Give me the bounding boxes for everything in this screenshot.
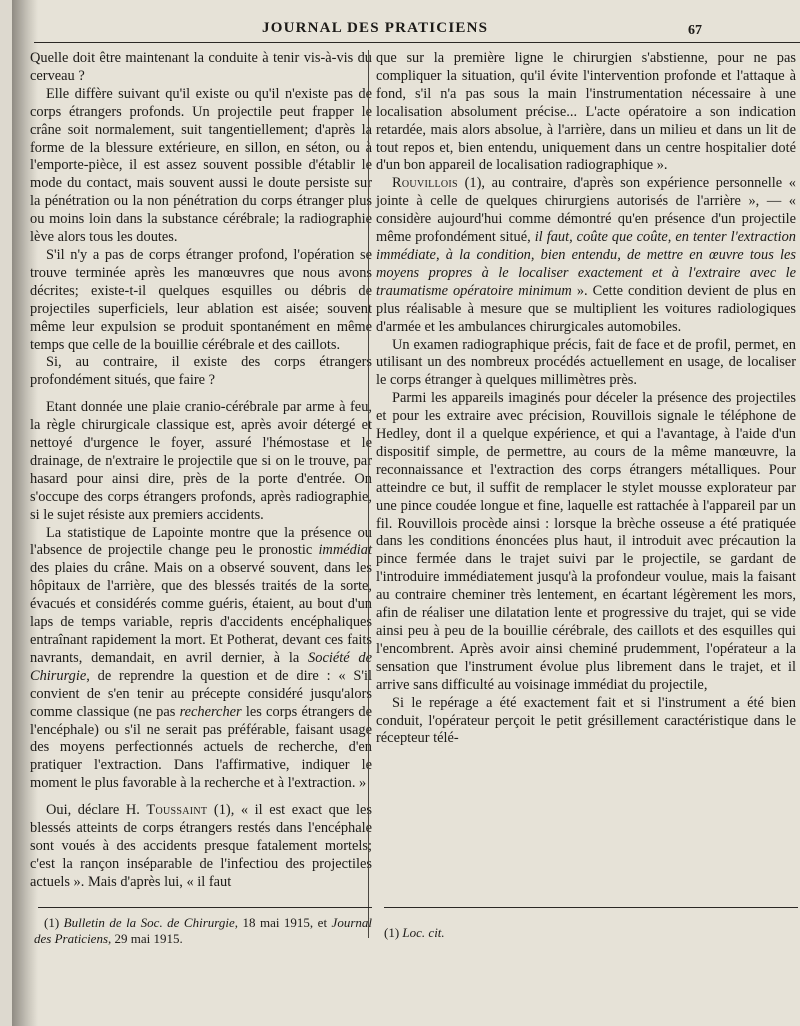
journal-page <box>12 0 800 1026</box>
paragraph: que sur la première ligne le chirurgien s'abstienne, pour ne pas compliquer la situation, qu'il évite l'intervention profonde et l'attaque à fond, s'il n'a pas sous la main l'instrumentation nécessaire à une localisation absolument précise... L'acte opératoire a son indication retardée, mais alors absolue, à l'arrière, dans un milieu et dans un lit de tout repos et, bien entendu, uniquement dans un centre hospitalier doté d'un bon appareil de localisation radiographique ». <box>376 50 796 174</box>
italic-run: il faut, coûte que coûte, en tenter l'extraction immédiate, à la condition, bien entendu, de mettre en œuvre tous les moyens propres à le localiser exactement et à l'extraire avec le traumatisme opératoire minimum <box>376 229 796 299</box>
italic-run: Société de Chirurgie <box>30 649 372 684</box>
italic-run: immédiat <box>318 542 372 559</box>
paragraph: Quelle doit être maintenant la conduite à tenir vis-à-vis du cerveau ? <box>30 50 372 84</box>
text-run: des plaies du crâne. Mais on a observé souvent, dans les hôpitaux de l'arrière, que des blessés traités de la sorte, évacués et considérés comme guéris, étaient, au bout d'un laps de temps variable, repris d'accidents encéphaliques entraînant rapidement la mort. Et Potherat, devant ces faits navrants, demandait, en avril dernier, à la <box>30 560 372 666</box>
italic-run: Loc. cit. <box>402 925 445 940</box>
paragraph: Si le repérage a été exactement fait et si l'instrument a été bien conduit, l'opérateur perçoit le petit grésillement caractéristique dans le récepteur télé- <box>376 694 796 747</box>
italic-run: Bulletin de la Soc. de Chirurgie <box>63 915 235 930</box>
italic-run: rechercher <box>179 703 242 720</box>
text-run: , 29 mai 1915. <box>108 931 183 946</box>
text-run: les corps étrangers de l'encéphale) ou s'il ne serait pas préférable, faisant usage des moyens perfectionnés actuels de recherche, d'en pratiquer l'extraction. Dans l'affirmative, indiquer le moment le plus favorable à la recherche et à l'extraction. » <box>30 703 372 792</box>
page-number: 67 <box>688 23 702 38</box>
paragraph <box>30 802 372 892</box>
italic-run: Journal des Praticiens <box>34 915 372 946</box>
text-run: (1), au contraire, d'après son expérience personnelle « jointe à celle de quelques chirurgiens autorisés de l'arrière », — « considère aujourd'hui comme démontré qu'en présence d'un projectile même profondément situé, <box>376 175 796 246</box>
header-rule <box>34 42 800 43</box>
footnote-mark: (1) <box>384 925 400 940</box>
running-header <box>12 18 800 40</box>
text-run: (1), « il est exact que les blessés atteints de corps étrangers restés dans l'encéphale sont voués à des accidents presque fatalement mortels; c'est la rançon inséparable de l'infectiou des projectiles actuels ». Mais d'après lui, « il faut <box>30 802 372 890</box>
paragraph: Etant donnée une plaie cranio-cérébrale par arme à feu, la règle chirurgicale classique est, après avoir détergé et nettoyé d'urgence le foyer, assuré l'hémostase et le drainage, de n'extraire le projectile que si on le trouve, par hasard pour ainsi dire, près de la porte d'entrée. On s'occupe des corps étrangers profonds, après radiographie, si le sujet résiste aux premiers accidents. <box>30 399 372 523</box>
footnote-rule-left <box>38 907 372 908</box>
column-divider <box>368 50 369 938</box>
paragraph: Si, au contraire, il existe des corps étrangers profondément situés, que faire ? <box>30 354 372 389</box>
footnote-text <box>34 915 372 947</box>
paragraph: Elle diffère suivant qu'il existe ou qu'il n'existe pas de corps étrangers profonds. Un projectile peut frapper le crâne soit normalement, suit tangentiellement; d'après la forme de la blessure extérieure, en sillon, en séton, ou à l'emporte-pièce, il est assez souvent possible d'établir le mode du contact, mais souvent aussi le doute persiste sur la pénétration ou la non pénétration du corps étranger plus ou moins loin dans la substance cérébrale; la radiographie lève alors tous les doutes. <box>30 85 372 246</box>
journal-title: JOURNAL DES PRATICIENS <box>262 20 489 36</box>
footnote-left <box>34 915 372 947</box>
text-run: , de reprendre la question et de dire : « S'il convient de s'en tenir au précepte considéré jusqu'alors comme classique (ne pas <box>30 667 372 720</box>
paragraph <box>30 525 372 794</box>
text-run: La statistique de Lapointe montre que la présence ou l'absence de projectile change peu le pronostic <box>30 524 372 559</box>
paragraph <box>376 175 796 336</box>
paragraph: Un examen radiographique précis, fait de face et de profil, permet, en utilisant un des nombreux procédés actuellement en usage, de localiser le corps étranger à quelques millimètres près. <box>376 336 796 389</box>
author-name: Toussaint <box>146 802 208 819</box>
text-run: ». Cette condition devient de plus en plus réalisable à mesure que se multiplient les voitures radiologiques d'armée et les ambulances chirurgicales automobiles. <box>376 282 797 335</box>
footnote-rule-right <box>384 907 798 908</box>
paragraph: Parmi les appareils imaginés pour déceler la présence des projectiles et pour les extraire avec précision, Rouvillois signale le téléphone de Hedley, dont il a quelque expérience, et qui a l'avantage, à l'aide d'un dispositif simple, de permettre, au cours de la même manœuvre, la reconnaissance et l'extraction des corps étrangers métalliques. Pour atteindre ce but, il suffit de remplacer le stylet mousse explorateur par une pince coudée longue et fine, laquelle est rattachée à l'appareil par un fil. Rouvillois procède ainsi : lorsque la brèche osseuse a été pratiquée dans les conditions énoncées plus haut, il introduit avec précaution la pince fermée dans le trajet suivi par le projectile, se gardant de l'introduire immédiatement jusqu'à la profondeur voulue, mais la faisant au contraire cheminer très lentement, en écartant légèrement les mors, afin de réaliser une dilatation lente et progressive du trajet, qui se vide ainsi peu à peu de la bouillie cérébrale, des caillots et des esquilles qui l'encombrent. Après avoir ainsi cheminé prudemment, l'opérateur a la sensation que l'instrument évolue plus librement dans le trajet, et il arrive sans difficulté au voisinage immédiat du projectile, <box>376 390 796 693</box>
right-column <box>376 50 796 748</box>
author-name: Rouvillois <box>392 175 458 192</box>
left-column <box>30 50 372 892</box>
paragraph: S'il n'y a pas de corps étranger profond, l'opération se trouve terminée après les manœuvres que nous avons décrites; existe-t-il quelques esquilles ou débris de projectiles superficiels, leur ablation est aisée; souvent même leur expulsion se produit spontanément en même temps que celle de la bouillie cérébrale et des caillots. <box>30 246 372 353</box>
footnote-right <box>384 925 684 941</box>
text-run: Oui, déclare H. <box>46 802 147 819</box>
text-run: , 18 mai 1915, et <box>234 915 332 930</box>
footnote-mark: (1) <box>44 915 60 930</box>
